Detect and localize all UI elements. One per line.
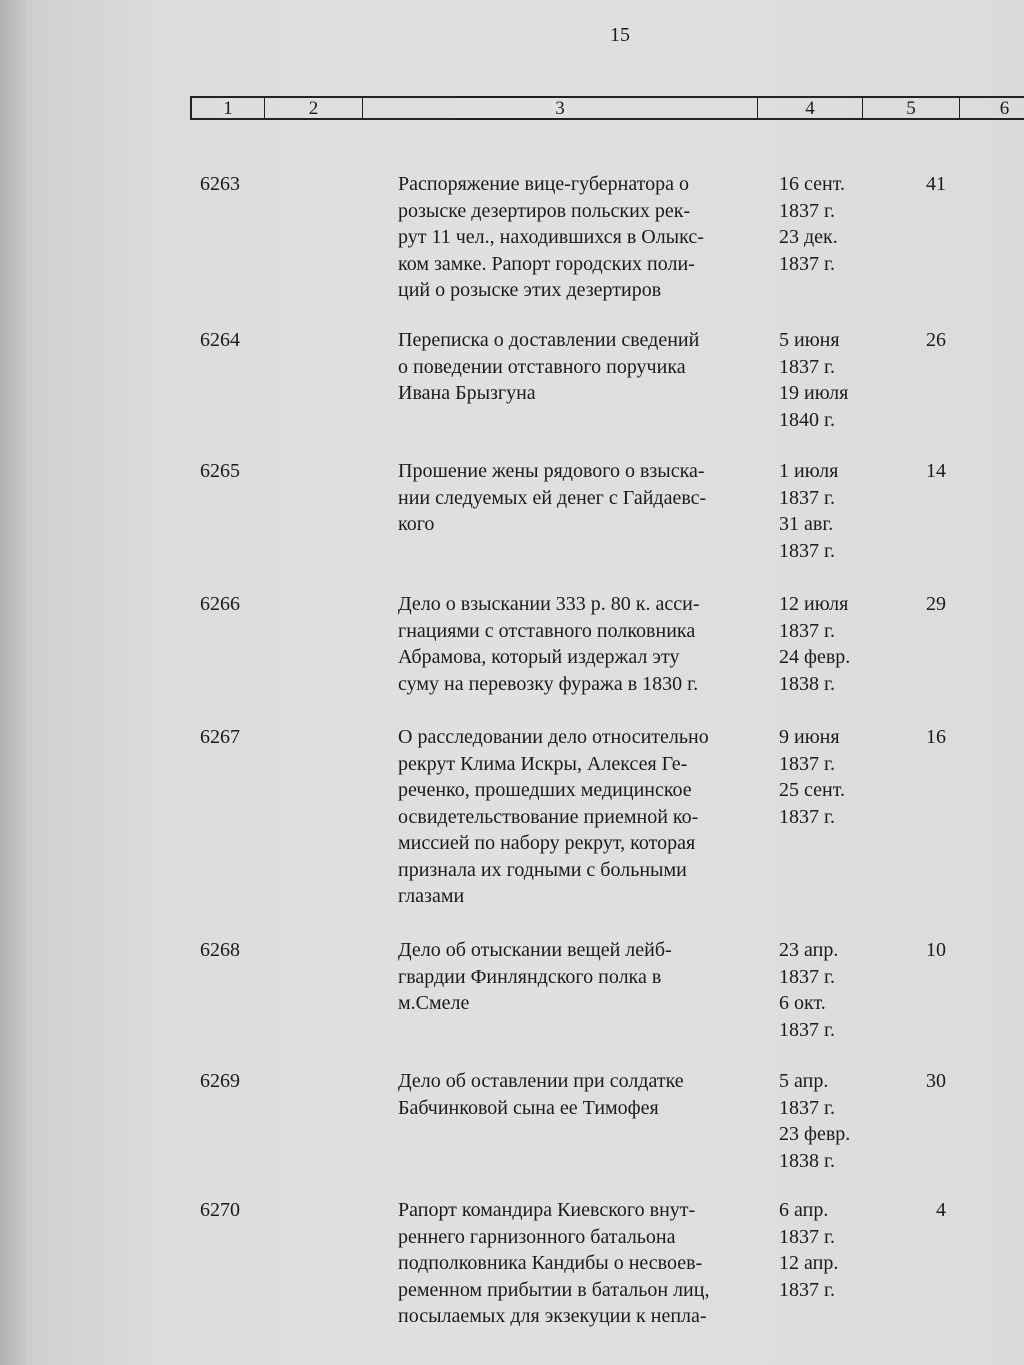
title-line: реннего гарнизонного батальона: [398, 1225, 676, 1248]
column-header-2: 2: [264, 98, 362, 118]
page-number: 15: [610, 24, 630, 46]
title-line: гнациями с отставного полковника: [398, 619, 696, 642]
title-line: реченко, прошедших медицинское: [398, 779, 692, 801]
date-line: 23 февр.: [779, 1123, 851, 1145]
title-line: кого: [398, 513, 435, 535]
entry-number: 6269: [200, 1070, 240, 1092]
entry-dates: [779, 327, 879, 433]
date-line: 1837 г.: [779, 1278, 835, 1301]
date-line: 23 апр.: [779, 939, 839, 961]
title-line: посылаемых для экзекуции к непла-: [398, 1305, 707, 1327]
entry-number: 6270: [200, 1199, 240, 1221]
date-line: 1837 г.: [779, 805, 835, 828]
entry-sheet-count: 16: [926, 726, 946, 748]
title-line: Дело о взыскании 333 р. 80 к. асси-: [398, 593, 700, 615]
date-line: 1837 г.: [779, 486, 835, 509]
entry-sheet-count: 29: [926, 593, 946, 615]
entry-dates: [779, 1197, 879, 1303]
entry-number: 6266: [200, 593, 240, 615]
title-line: ций о розыске этих дезертиров: [398, 279, 662, 301]
date-line: 16 сент.: [779, 173, 845, 195]
date-line: 1837 г.: [779, 199, 835, 222]
title-line: нии следуемых ей денег с Гайдаевс-: [398, 486, 707, 509]
column-header-row: [190, 96, 1024, 120]
entry-title: [398, 1197, 768, 1330]
date-line: 6 окт.: [779, 992, 826, 1014]
date-line: 1837 г.: [779, 619, 835, 642]
entry-dates: [779, 937, 879, 1043]
entry-title: [398, 327, 768, 407]
entry-dates: [779, 591, 879, 697]
title-line: о поведении отставного поручика: [398, 355, 686, 378]
date-line: 24 февр.: [779, 646, 851, 668]
date-line: 1837 г.: [779, 965, 835, 988]
entry-dates: [779, 458, 879, 564]
title-line: Дело об оставлении при солдатке: [398, 1070, 684, 1092]
entry-dates: [779, 1068, 879, 1174]
column-header-1: 1: [223, 98, 233, 119]
entry-dates: [779, 171, 879, 277]
column-header-3: 3: [362, 98, 757, 118]
title-line: миссией по набору рекрут, которая: [398, 832, 696, 854]
title-line: м.Смеле: [398, 992, 470, 1014]
entry-sheet-count: 14: [926, 460, 946, 482]
title-line: Дело об отыскании вещей лейб-: [398, 939, 672, 961]
date-line: 9 июня: [779, 726, 840, 748]
entry-number: 6263: [200, 173, 240, 195]
date-line: 1837 г.: [779, 252, 835, 275]
entry-sheet-count: 41: [926, 173, 946, 195]
title-line: Прошение жены рядового о взыска-: [398, 460, 705, 482]
entry-title: [398, 171, 768, 304]
title-line: розыске дезертиров польских рек-: [398, 199, 691, 222]
entry-title: [398, 458, 768, 538]
entry-number: 6268: [200, 939, 240, 961]
entry-title: [398, 1068, 768, 1121]
entry-title: [398, 724, 768, 910]
date-line: 1837 г.: [779, 1225, 835, 1248]
entry-sheet-count: 10: [926, 939, 946, 961]
date-line: 1837 г.: [779, 1096, 835, 1119]
entry-number: 6265: [200, 460, 240, 482]
title-line: освидетельствование приемной ко-: [398, 805, 699, 828]
title-line: Рапорт командира Киевского внут-: [398, 1199, 696, 1221]
entry-number: 6264: [200, 329, 240, 351]
column-header-4: 4: [757, 98, 862, 118]
date-line: 6 апр.: [779, 1199, 829, 1221]
title-line: суму на перевозку фуража в 1830 г.: [398, 672, 699, 695]
entry-sheet-count: 30: [926, 1070, 946, 1092]
column-header-5: 5: [862, 98, 959, 118]
date-line: 12 июля: [779, 593, 849, 615]
title-line: рут 11 чел., находившихся в Олыкс-: [398, 226, 704, 248]
date-line: 1840 г.: [779, 408, 835, 431]
title-line: Абрамова, который издержал эту: [398, 646, 680, 668]
entry-title: [398, 937, 768, 1017]
date-line: 1838 г.: [779, 1149, 835, 1172]
date-line: 12 апр.: [779, 1252, 839, 1274]
entry-dates: [779, 724, 879, 830]
entry-sheet-count: 26: [926, 329, 946, 351]
title-line: подполковника Кандибы о несвоев-: [398, 1252, 703, 1274]
date-line: 5 июня: [779, 329, 840, 351]
date-line: 19 июля: [779, 382, 849, 404]
title-line: Бабчинковой сына ее Тимофея: [398, 1096, 659, 1119]
column-header-6: 6: [959, 98, 1024, 118]
title-line: О расследовании дело относительно: [398, 726, 709, 748]
title-line: признала их годными с больными: [398, 858, 687, 881]
date-line: 23 дек.: [779, 226, 838, 248]
title-line: Переписка о доставлении сведений: [398, 329, 700, 351]
date-line: 31 авг.: [779, 513, 834, 535]
title-line: гвардии Финляндского полка в: [398, 965, 662, 988]
book-spine-shadow: [0, 0, 26, 1365]
date-line: 1837 г.: [779, 1018, 835, 1041]
title-line: ком замке. Рапорт городских поли-: [398, 252, 695, 275]
title-line: глазами: [398, 885, 465, 907]
title-line: рекрут Клима Искры, Алексея Ге-: [398, 752, 688, 775]
date-line: 5 апр.: [779, 1070, 829, 1092]
date-line: 1837 г.: [779, 539, 835, 562]
title-line: ременном прибытии в батальон лиц,: [398, 1278, 710, 1301]
date-line: 1837 г.: [779, 752, 835, 775]
entry-number: 6267: [200, 726, 240, 748]
entry-title: [398, 591, 768, 697]
title-line: Ивана Брызгуна: [398, 382, 536, 404]
date-line: 1837 г.: [779, 355, 835, 378]
title-line: Распоряжение вице-губернатора о: [398, 173, 690, 195]
entry-sheet-count: 4: [936, 1199, 946, 1221]
date-line: 1838 г.: [779, 672, 835, 695]
date-line: 1 июля: [779, 460, 839, 482]
date-line: 25 сент.: [779, 779, 845, 801]
